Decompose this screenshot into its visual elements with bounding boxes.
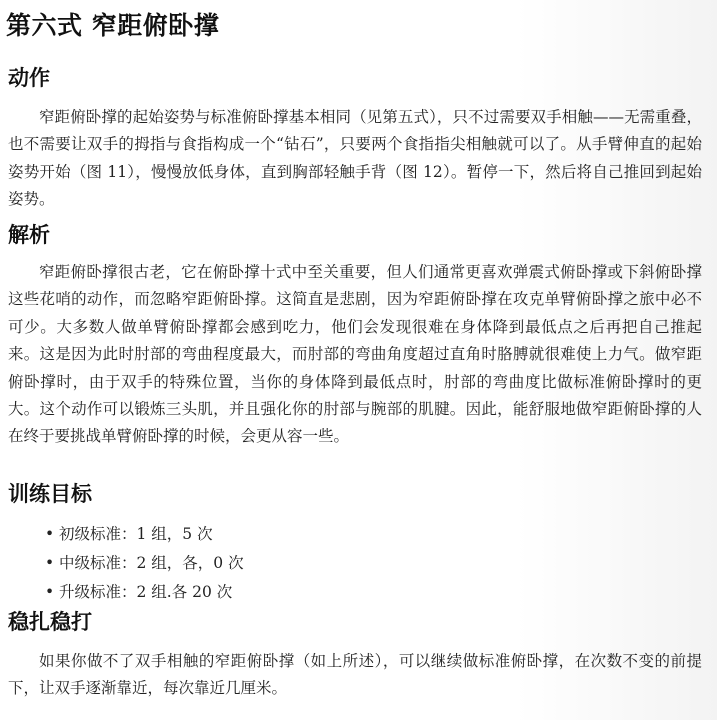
bullet-icon: • (45, 554, 55, 572)
bullet-icon: • (45, 583, 55, 601)
goal-item-label: 中级标准：2 组，各，0 次 (59, 554, 244, 572)
goal-item-beginner (45, 520, 244, 549)
goal-item-label: 初级标准：1 组，5 次 (59, 525, 213, 543)
section-heading-training-goals: 训练目标 (8, 482, 92, 506)
paragraph-analysis: 窄距俯卧撑很古老，它在俯卧撑十式中至关重要，但人们通常更喜欢弹震式俯卧撑或下斜俯卧撑这些花哨的动作，而忽略窄距俯卧撑。这简直是悲剧，因为窄距俯卧撑在攻克单臂俯卧撑之旅中必不可少。大多数人做单臂俯卧撑都会感到吃力，他们会发现很难在身体降到最低点之后再把自己推起来。这是因为此时肘部的弯曲程度最大，而肘部的弯曲角度超过直角时胳膊就很难使上力气。做窄距俯卧撑时，由于双手的特殊位置，当你的身体降到最低点时，肘部的弯曲度比做标准俯卧撑时的更大。这个动作可以锻炼三头肌，并且强化你的肘部与腕部的肌腱。因此，能舒服地做窄距俯卧撑的人在终于要挑战单臂俯卧撑的时候，会更从容一些。 (8, 263, 702, 446)
page-title: 第六式 窄距俯卧撑 (6, 11, 220, 40)
goal-item-label: 升级标准：2 组.各 20 次 (59, 583, 233, 601)
training-goals-list (45, 520, 244, 607)
section-heading-action: 动作 (8, 66, 50, 90)
section-heading-steady: 稳扎稳打 (8, 610, 92, 634)
paragraph-action: 窄距俯卧撑的起始姿势与标准俯卧撑基本相同（见第五式），只不过需要双手相触——无需重叠，也不需要让双手的拇指与食指构成一个“钻石”，只要两个食指指尖相触就可以了。从手臂伸直的起始姿势开始（图 11），慢慢放低身体，直到胸部轻触手背（图 12）。暂停一下，然后将自己推回到起始姿势。 (8, 108, 702, 209)
bullet-icon: • (45, 525, 55, 543)
paragraph-steady: 如果你做不了双手相触的窄距俯卧撑（如上所述），可以继续做标准俯卧撑，在次数不变的前提下，让双手逐渐靠近，每次靠近几厘米。 (8, 652, 702, 698)
section-heading-analysis: 解析 (8, 223, 50, 247)
goal-item-advanced (45, 578, 244, 607)
goal-item-intermediate (45, 549, 244, 578)
